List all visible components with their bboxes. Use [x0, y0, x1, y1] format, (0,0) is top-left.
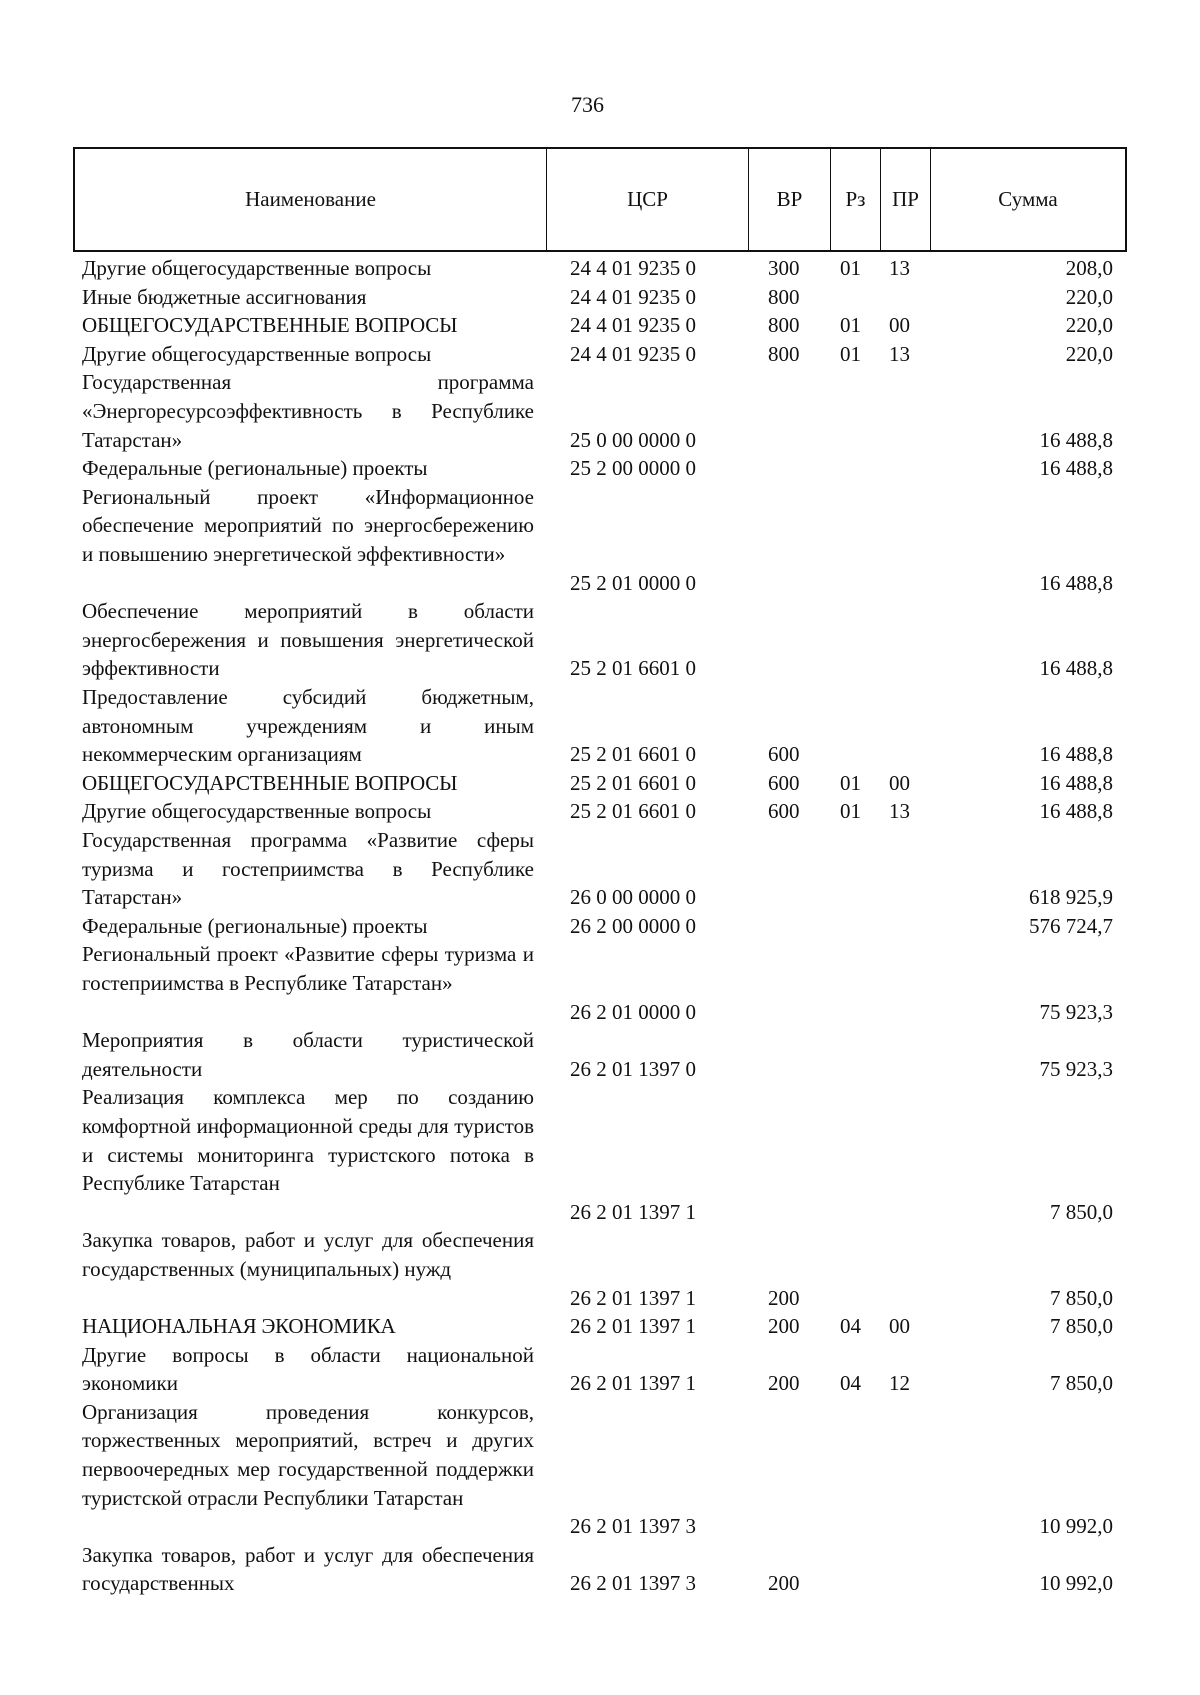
row-pr: 00: [889, 770, 910, 795]
row-rz: 01: [840, 313, 861, 338]
row-name: Государственная программа «Развитие сферы туризма и гостеприимства в Республике Татарстан»: [82, 827, 534, 910]
row-sum: 10 992,0: [1039, 1514, 1113, 1539]
row-sum: 16 488,8: [1039, 427, 1113, 452]
row-vr: 200: [768, 1371, 800, 1396]
row-name: Иные бюджетные ассигнования: [82, 284, 367, 309]
row-sum: 16 488,8: [1039, 456, 1113, 481]
row-vr: 800: [768, 313, 800, 338]
table-header: [73, 147, 1127, 252]
row-sum: 220,0: [1065, 341, 1113, 366]
table-row: [0, 769, 1200, 798]
table-row: [0, 283, 1200, 312]
row-name: Предоставление субсидий бюджетным, автономным учреждениям и иным некоммерческим организациям: [82, 684, 534, 767]
table-row: [0, 368, 1200, 454]
row-sum: 220,0: [1065, 284, 1113, 309]
row-csr: 25 0 00 0000 0: [570, 427, 696, 452]
table-row: [0, 1398, 1200, 1541]
row-name: Закупка товаров, работ и услуг для обеспечения государственных (муниципальных) нужд: [82, 1228, 534, 1281]
row-csr: 26 2 01 0000 0: [570, 999, 696, 1024]
table-row: [0, 1312, 1200, 1341]
row-sum: 618 925,9: [1029, 885, 1113, 910]
row-pr: 13: [889, 341, 910, 366]
row-csr: 25 2 01 6601 0: [570, 656, 696, 681]
row-name: Закупка товаров, работ и услуг для обеспечения государственных: [82, 1542, 534, 1596]
table-row: [0, 1226, 1200, 1312]
row-csr: 25 2 01 0000 0: [570, 570, 696, 595]
page-number: 736: [571, 92, 604, 117]
row-pr: 13: [889, 799, 910, 824]
row-csr: 25 2 01 6601 0: [570, 770, 696, 795]
row-pr: 00: [889, 313, 910, 338]
row-sum: 576 724,7: [1029, 913, 1113, 938]
row-csr: 24 4 01 9235 0: [570, 256, 696, 280]
row-sum: 10 992,0: [1039, 1571, 1113, 1596]
table-row: [0, 454, 1200, 483]
row-vr: 600: [768, 770, 800, 795]
row-sum: 7 850,0: [1050, 1314, 1113, 1339]
column-header-csr: ЦСР: [546, 149, 748, 250]
row-csr: 26 2 01 1397 3: [570, 1514, 696, 1539]
row-name: ОБЩЕГОСУДАРСТВЕННЫЕ ВОПРОСЫ: [82, 770, 458, 795]
row-sum: 208,0: [1065, 256, 1113, 280]
row-sum: 220,0: [1065, 313, 1113, 338]
row-name: Федеральные (региональные) проекты: [82, 456, 428, 481]
table-row: [0, 254, 1200, 283]
row-name: Другие общегосударственные вопросы: [82, 256, 432, 280]
row-vr: 600: [768, 742, 800, 767]
row-name: ОБЩЕГОСУДАРСТВЕННЫЕ ВОПРОСЫ: [82, 313, 458, 338]
row-name: Другие общегосударственные вопросы: [82, 341, 432, 366]
row-vr: 600: [768, 799, 800, 824]
table-row: [0, 597, 1200, 683]
row-csr: 26 2 01 1397 3: [570, 1571, 696, 1596]
table-row: [0, 826, 1200, 912]
row-name: Мероприятия в области туристической деятельности: [82, 1028, 534, 1081]
row-vr: 200: [768, 1285, 800, 1310]
table-row: [0, 940, 1200, 1026]
row-rz: 01: [840, 799, 861, 824]
row-pr: 00: [889, 1314, 910, 1339]
row-vr: 800: [768, 341, 800, 366]
row-csr: 24 4 01 9235 0: [570, 313, 696, 338]
row-sum: 75 923,3: [1039, 1056, 1113, 1081]
row-csr: 24 4 01 9235 0: [570, 284, 696, 309]
table-row: [0, 1341, 1200, 1398]
row-sum: 16 488,8: [1039, 656, 1113, 681]
row-vr: 200: [768, 1571, 800, 1596]
row-rz: 01: [840, 341, 861, 366]
table-row: [0, 912, 1200, 941]
column-header-vr: ВР: [748, 149, 830, 250]
table-row: [0, 1083, 1200, 1226]
table-row: [0, 797, 1200, 826]
row-name: Государственная программа «Энергоресурсоэффективность в Республике Татарстан»: [82, 370, 534, 452]
row-rz: 04: [840, 1371, 861, 1396]
table-row: [0, 311, 1200, 340]
row-name: Региональный проект «Информационное обеспечение мероприятий по энергосбережению и повышению энергетической эффективности»: [82, 484, 534, 566]
table-row: [0, 1026, 1200, 1083]
table-row: [0, 1541, 1200, 1598]
row-csr: 25 2 01 6601 0: [570, 742, 696, 767]
row-name: Другие общегосударственные вопросы: [82, 799, 432, 824]
row-csr: 26 2 01 1397 1: [570, 1371, 696, 1396]
row-name: Федеральные (региональные) проекты: [82, 913, 428, 938]
row-sum: 7 850,0: [1050, 1285, 1113, 1310]
row-sum: 16 488,8: [1039, 570, 1113, 595]
row-vr: 300: [768, 256, 800, 280]
row-name: Региональный проект «Развитие сферы туризма и гостеприимства в Республике Татарстан»: [82, 942, 534, 995]
row-csr: 26 2 00 0000 0: [570, 913, 696, 938]
row-name: Реализация комплекса мер по созданию комфортной информационной среды для туристов и системы мониторинга туристского потока в Республике Татарстан: [82, 1085, 534, 1196]
row-sum: 16 488,8: [1039, 770, 1113, 795]
row-vr: 800: [768, 284, 800, 309]
row-csr: 25 2 01 6601 0: [570, 799, 696, 824]
row-name: НАЦИОНАЛЬНАЯ ЭКОНОМИКА: [82, 1314, 396, 1339]
row-rz: 04: [840, 1314, 861, 1339]
row-rz: 01: [840, 770, 861, 795]
table-row: [0, 683, 1200, 769]
row-vr: 200: [768, 1314, 800, 1339]
table-row: [0, 340, 1200, 369]
row-csr: 26 2 01 1397 1: [570, 1285, 696, 1310]
row-sum: 16 488,8: [1039, 799, 1113, 824]
row-name: Обеспечение мероприятий в области энергосбережения и повышения энергетической эффективности: [82, 599, 534, 681]
row-csr: 26 2 01 1397 0: [570, 1056, 696, 1081]
row-name: Другие вопросы в области национальной экономики: [82, 1342, 534, 1396]
row-csr: 24 4 01 9235 0: [570, 341, 696, 366]
row-csr: 26 0 00 0000 0: [570, 885, 696, 910]
row-rz: 01: [840, 256, 861, 280]
row-sum: 7 850,0: [1050, 1371, 1113, 1396]
row-csr: 25 2 00 0000 0: [570, 456, 696, 481]
table-row: [0, 483, 1200, 597]
row-name: Организация проведения конкурсов, торжественных мероприятий, встреч и других первоочередных мер государственной поддержки туристской отрасли Республики Татарстан: [82, 1399, 534, 1510]
row-csr: 26 2 01 1397 1: [570, 1199, 696, 1224]
row-sum: 75 923,3: [1039, 999, 1113, 1024]
row-csr: 26 2 01 1397 1: [570, 1314, 696, 1339]
column-header-pr: ПР: [880, 149, 930, 250]
row-pr: 13: [889, 256, 910, 280]
column-header-name: Наименование: [245, 187, 376, 211]
column-header-sum: Сумма: [930, 149, 1125, 250]
column-header-rz: Рз: [830, 149, 880, 250]
row-sum: 16 488,8: [1039, 742, 1113, 767]
row-pr: 12: [889, 1371, 910, 1396]
row-sum: 7 850,0: [1050, 1199, 1113, 1224]
budget-table-body: [0, 254, 1200, 1598]
